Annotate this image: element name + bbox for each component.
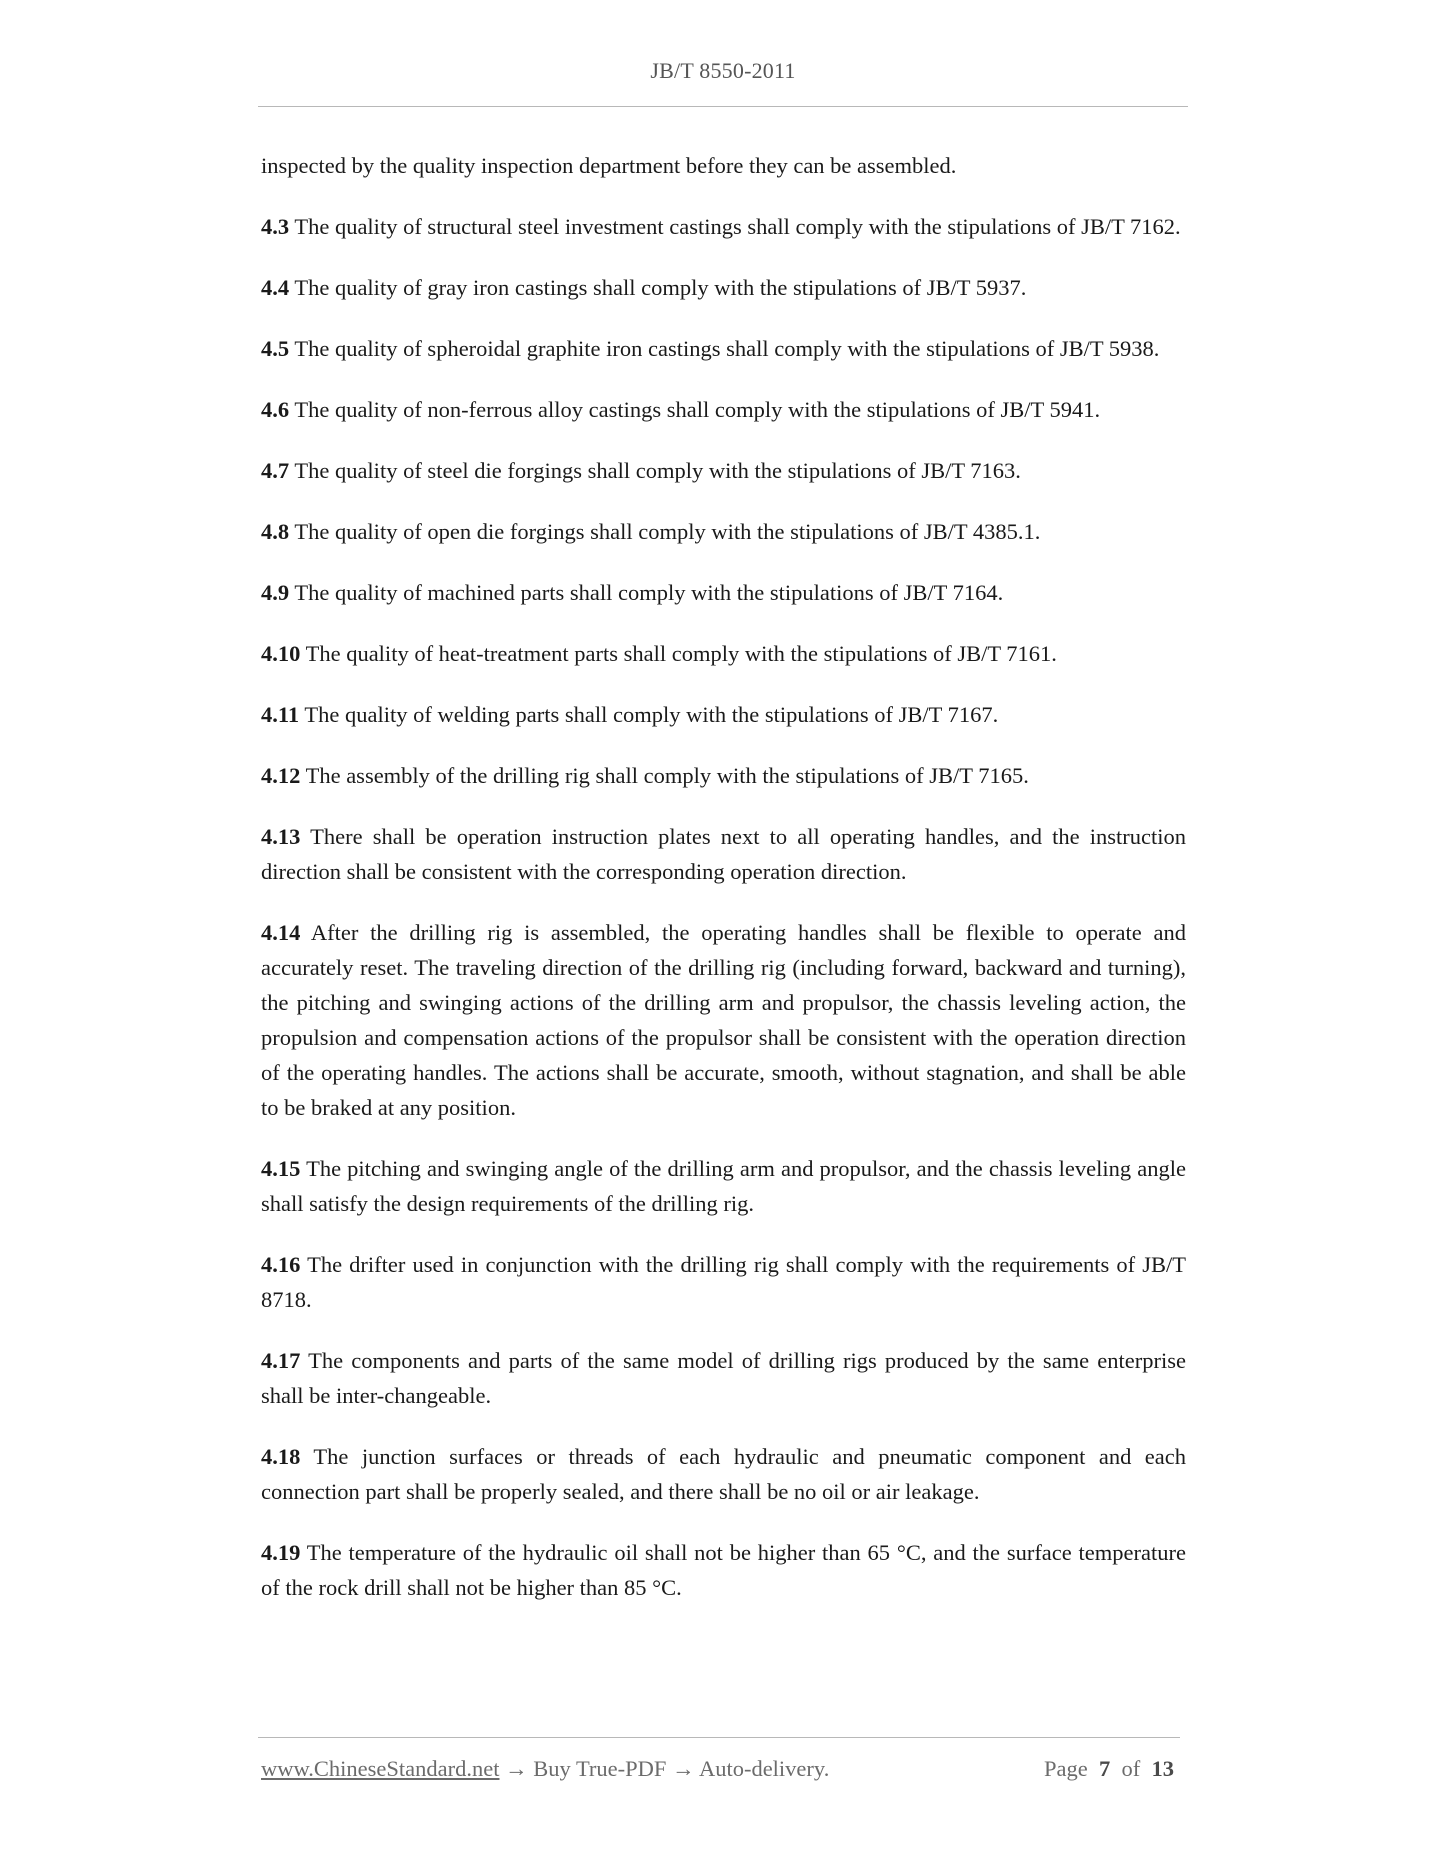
- arrow-icon: →: [666, 1756, 699, 1781]
- clause-text: The quality of non-ferrous alloy castings shall comply with the stipulations of JB/T 5941.: [289, 397, 1101, 422]
- clause-number: 4.3: [261, 214, 290, 239]
- clause-text: The quality of machined parts shall comply with the stipulations of JB/T 7164.: [289, 580, 1004, 605]
- clause-text: The quality of steel die forgings shall comply with the stipulations of JB/T 7163.: [289, 458, 1021, 483]
- clause-4-7: [261, 453, 1186, 488]
- clause-text: The temperature of the hydraulic oil shall not be higher than 65 °C, and the surface temperature of the rock drill shall not be higher than 85 °C.: [261, 1540, 1186, 1600]
- paragraph-continuation: [261, 148, 1186, 183]
- clause-4-12: [261, 758, 1186, 793]
- footer-divider: [258, 1737, 1180, 1738]
- clause-text: The junction surfaces or threads of each hydraulic and pneumatic component and each connection part shall be properly sealed, and there shall be no oil or air leakage.: [261, 1444, 1186, 1504]
- clause-4-14: [261, 915, 1186, 1125]
- clause-text: The components and parts of the same model of drilling rigs produced by the same enterprise shall be inter-changeable.: [261, 1348, 1186, 1408]
- footer-promo: [261, 1756, 829, 1782]
- clause-text: The quality of heat-treatment parts shall comply with the stipulations of JB/T 7161.: [300, 641, 1057, 666]
- clause-text: The assembly of the drilling rig shall comply with the stipulations of JB/T 7165.: [300, 763, 1029, 788]
- clause-number: 4.17: [261, 1348, 301, 1373]
- document-number-header: JB/T 8550-2011: [650, 58, 796, 83]
- auto-delivery-text: Auto-delivery.: [698, 1756, 830, 1781]
- paragraph-text: inspected by the quality inspection department before they can be assembled.: [261, 153, 957, 178]
- clause-number: 4.8: [261, 519, 290, 544]
- clause-number: 4.16: [261, 1252, 301, 1277]
- clause-number: 4.11: [261, 702, 300, 727]
- clause-number: 4.19: [261, 1540, 301, 1565]
- clause-number: 4.15: [261, 1156, 301, 1181]
- clause-text: After the drilling rig is assembled, the operating handles shall be flexible to operate and accurately reset. The traveling direction of the drilling rig (including forward, backward and turning), the pitching and swinging actions of the drilling arm and propulsor, the chassis leveling action, the propulsion and compensation actions of the propulsor shall be consistent with the operation direction of the operating handles. The actions shall be accurate, smooth, without stagnation, and shall be able to be braked at any position.: [261, 920, 1186, 1120]
- clause-4-3: [261, 209, 1186, 244]
- clause-4-11: [261, 697, 1186, 732]
- total-pages-number: 13: [1151, 1756, 1174, 1781]
- clause-text: The quality of welding parts shall comply with the stipulations of JB/T 7167.: [299, 702, 999, 727]
- clause-number: 4.4: [261, 275, 290, 300]
- current-page-number: 7: [1099, 1756, 1111, 1781]
- clause-4-6: [261, 392, 1186, 427]
- page-label: Page: [1044, 1756, 1088, 1781]
- clause-text: The quality of open die forgings shall comply with the stipulations of JB/T 4385.1.: [289, 519, 1041, 544]
- clause-4-5: [261, 331, 1186, 366]
- clause-number: 4.7: [261, 458, 290, 483]
- clause-4-15: [261, 1151, 1186, 1221]
- clause-number: 4.5: [261, 336, 290, 361]
- clause-4-10: [261, 636, 1186, 671]
- clause-4-19: [261, 1535, 1186, 1605]
- clause-number: 4.6: [261, 397, 290, 422]
- clause-4-9: [261, 575, 1186, 610]
- clause-text: There shall be operation instruction plates next to all operating handles, and the instruction direction shall be consistent with the corresponding operation direction.: [261, 824, 1186, 884]
- clause-number: 4.18: [261, 1444, 301, 1469]
- clause-text: The quality of structural steel investment castings shall comply with the stipulations of JB/T 7162.: [289, 214, 1181, 239]
- of-label: of: [1121, 1756, 1141, 1781]
- clause-4-16: [261, 1247, 1186, 1317]
- clause-number: 4.9: [261, 580, 290, 605]
- arrow-icon: →: [499, 1756, 534, 1781]
- clause-number: 4.12: [261, 763, 301, 788]
- site-link[interactable]: www.ChineseStandard.net: [261, 1756, 500, 1781]
- clause-4-4: [261, 270, 1186, 305]
- clause-text: The quality of spheroidal graphite iron castings shall comply with the stipulations of JB/T 5938.: [289, 336, 1160, 361]
- clause-number: 4.14: [261, 920, 301, 945]
- clause-text: The pitching and swinging angle of the drilling arm and propulsor, and the chassis leveling angle shall satisfy the design requirements of the drilling rig.: [261, 1156, 1186, 1216]
- page-indicator: [1044, 1756, 1174, 1782]
- clause-number: 4.13: [261, 824, 301, 849]
- clause-text: The quality of gray iron castings shall comply with the stipulations of JB/T 5937.: [289, 275, 1027, 300]
- clause-4-18: [261, 1439, 1186, 1509]
- buy-pdf-text: Buy True-PDF: [533, 1756, 667, 1781]
- clause-4-17: [261, 1343, 1186, 1413]
- clause-text: The drifter used in conjunction with the drilling rig shall comply with the requirements of JB/T 8718.: [261, 1252, 1186, 1312]
- clause-4-13: [261, 819, 1186, 889]
- clause-4-8: [261, 514, 1186, 549]
- document-body: [261, 148, 1186, 1631]
- clause-number: 4.10: [261, 641, 301, 666]
- header-divider: [258, 106, 1188, 107]
